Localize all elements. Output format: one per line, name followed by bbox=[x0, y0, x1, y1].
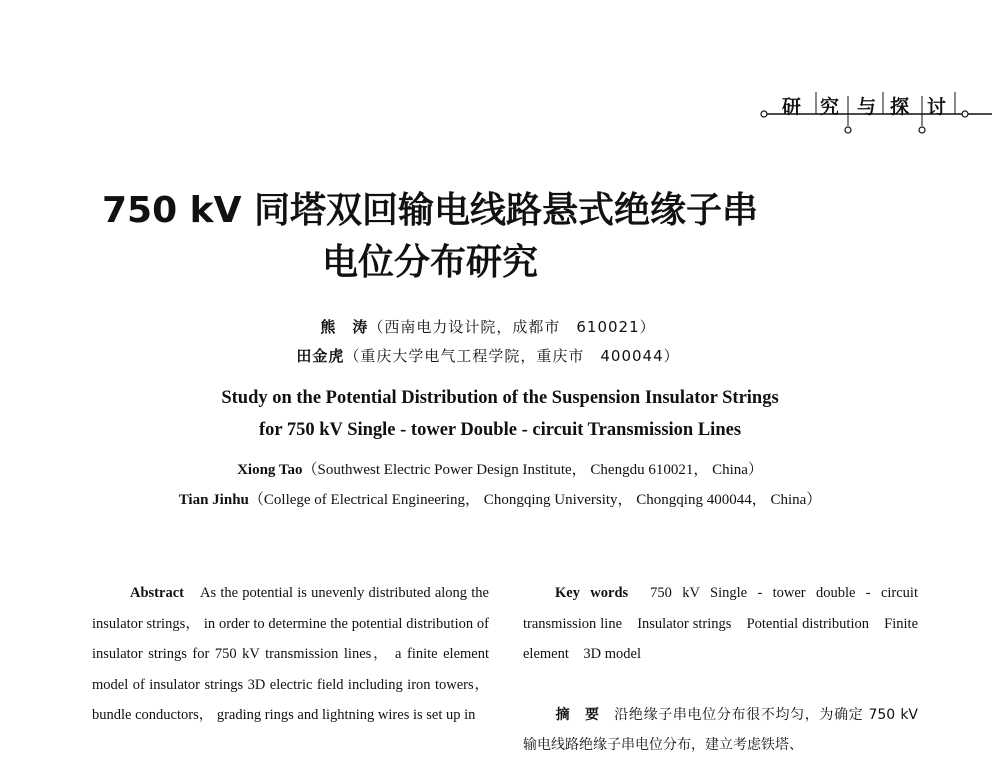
keywords-text: 750 kV Single - tower double - circuit transmission line Insulator strings Potential distribution Finite element 3D model bbox=[523, 585, 918, 662]
section-header-char: 讨 bbox=[927, 96, 947, 118]
keywords-paragraph bbox=[523, 578, 918, 670]
english-title-line2: for 750 kV Single - tower Double - circuit Transmission Lines bbox=[258, 420, 742, 440]
abstract-cn-label: 摘 要 bbox=[555, 706, 600, 723]
keywords-label: Key words bbox=[555, 585, 629, 601]
author-en-2 bbox=[0, 490, 1000, 510]
author-cn-2 bbox=[0, 346, 988, 366]
author-cn-affiliation: （西南电力设计院，成都市 610021） bbox=[368, 318, 656, 336]
author-en-name: Tian Jinhu bbox=[178, 492, 249, 508]
author-cn-1 bbox=[0, 317, 988, 337]
author-en-1 bbox=[0, 460, 1000, 480]
section-header-char: 研 bbox=[782, 96, 802, 118]
paper-title bbox=[0, 188, 930, 234]
author-cn-name: 田金虎 bbox=[296, 347, 345, 365]
keywords-column bbox=[523, 578, 918, 761]
author-en-name: Xiong Tao bbox=[237, 462, 303, 478]
abstract-cn-text: 沿绝缘子串电位分布很不均匀，为确定 750 kV 输电线路绝缘子串电位分布，建立考虑铁塔、 bbox=[523, 706, 919, 753]
abstract-text: As the potential is unevenly distributed along the insulator strings， in order to determine the potential distribution of insulator strings for 750 kV transmission lines， a finite element model of insulator strings 3D electric field including iron towers， bundle conductors， grading rings and lightning wires is set up in bbox=[92, 585, 489, 723]
paper-title-line1: 750 kV 同塔双回输电线路悬式绝缘子串 bbox=[101, 190, 759, 231]
section-header bbox=[760, 86, 992, 138]
author-en-affiliation: （Southwest Electric Power Design Institute， Chengdu 610021， China） bbox=[302, 462, 763, 478]
author-en-affiliation: （College of Electrical Engineering， Chongqing University， Chongqing 400044， China） bbox=[248, 492, 822, 508]
abstract-cn-paragraph bbox=[523, 700, 918, 761]
paper-title-line2: 电位分布研究 bbox=[321, 242, 538, 283]
abstract-label: Abstract bbox=[130, 585, 184, 601]
author-cn-name: 熊 涛 bbox=[320, 318, 369, 336]
section-header-char: 与 bbox=[857, 96, 877, 118]
section-header-char: 究 bbox=[820, 96, 840, 118]
section-header-char: 探 bbox=[890, 96, 910, 118]
author-cn-affiliation: （重庆大学电气工程学院，重庆市 400044） bbox=[344, 347, 680, 365]
paper-title-second bbox=[0, 240, 930, 286]
abstract-paragraph bbox=[92, 578, 489, 731]
abstract-column bbox=[92, 578, 489, 731]
english-title-line1: Study on the Potential Distribution of the Suspension Insulator Strings bbox=[221, 388, 779, 408]
